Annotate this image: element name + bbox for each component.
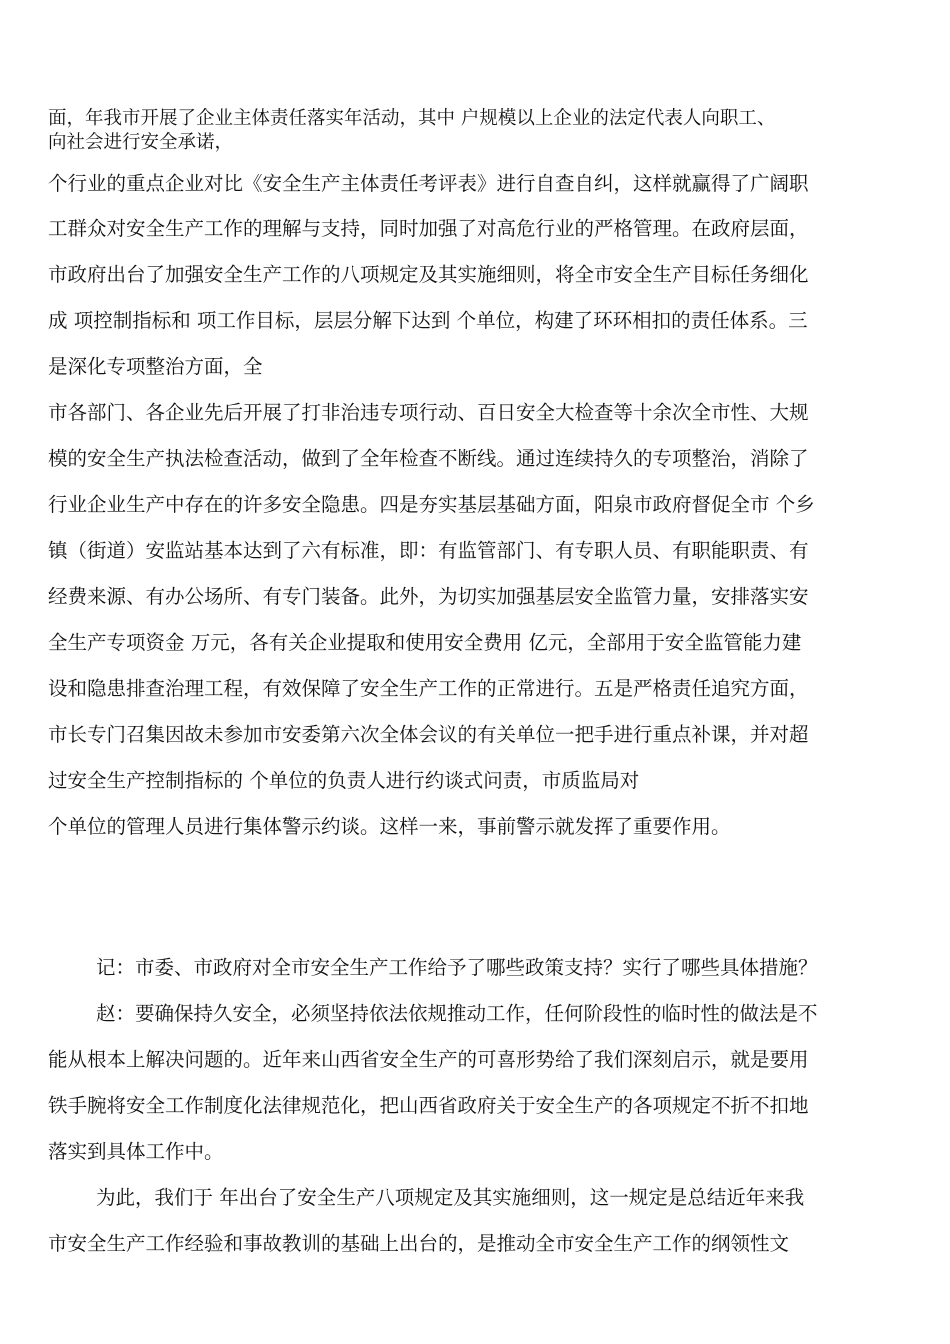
text-line: 成 项控制指标和 项工作目标，层层分解下达到 个单位，构建了环环相扣的责任体系。三	[48, 309, 808, 332]
interview-question: 记：市委、市政府对全市安全生产工作给予了哪些政策支持？实行了哪些具体措施？	[96, 956, 818, 979]
text-line: 为此，我们于 年出台了安全生产八项规定及其实施细则，这一规定是总结近年来我	[96, 1186, 805, 1209]
text-line: 市各部门、各企业先后开展了打非治违专项行动、百日安全大检查等十余次全市性、大规	[48, 401, 809, 424]
text-line: 能从根本上解决问题的。近年来山西省安全生产的可喜形势给了我们深刻启示，就是要用	[48, 1048, 809, 1071]
text-line: 全生产专项资金 万元，各有关企业提取和使用安全费用 亿元，全部用于安全监管能力建	[48, 631, 802, 654]
text-line: 模的安全生产执法检查活动，做到了全年检查不断线。通过连续持久的专项整治，消除了	[48, 447, 809, 470]
text-line: 市长专门召集因故未参加市安委第六次全体会议的有关单位一把手进行重点补课，并对超	[48, 723, 809, 746]
text-line: 个行业的重点企业对比《安全生产主体责任考评表》进行自查自纠，这样就赢得了广阔职	[48, 172, 809, 195]
text-line: 赵：要确保持久安全，必须坚持依法依规推动工作，任何阶段性的临时性的做法是不	[96, 1002, 818, 1025]
text-line: 是深化专项整治方面，全	[48, 355, 263, 378]
text-line: 行业企业生产中存在的许多安全隐患。四是夯实基层基础方面，阳泉市政府督促全市 个乡	[48, 493, 815, 516]
text-line: 镇（街道）安监站基本达到了六有标准，即：有监管部门、有专职人员、有职能职责、有	[48, 539, 809, 562]
text-line: 铁手腕将安全工作制度化法律规范化，把山西省政府关于安全生产的各项规定不折不扣地	[48, 1094, 809, 1117]
text-line: 过安全生产控制指标的 个单位的负责人进行约谈式问责，市质监局对	[48, 769, 640, 792]
text-line: 落实到具体工作中。	[48, 1140, 224, 1163]
text-line: 市政府出台了加强安全生产工作的八项规定及其实施细则，将全市安全生产目标任务细化	[48, 263, 809, 286]
text-line: 设和隐患排查治理工程，有效保障了安全生产工作的正常进行。五是严格责任追究方面，	[48, 677, 809, 700]
text-line: 经费来源、有办公场所、有专门装备。此外，为切实加强基层安全监管力量，安排落实安	[48, 585, 809, 608]
text-line: 市安全生产工作经验和事故教训的基础上出台的，是推动全市安全生产工作的纲领性文	[48, 1232, 790, 1255]
text-line: 向社会进行安全承诺，	[48, 132, 234, 153]
text-line: 面，年我市开展了企业主体责任落实年活动，其中 户规模以上企业的法定代表人向职工、	[48, 108, 776, 129]
text-line: 个单位的管理人员进行集体警示约谈。这样一来，事前警示就发挥了重要作用。	[48, 815, 731, 838]
text-line: 工群众对安全生产工作的理解与支持，同时加强了对高危行业的严格管理。在政府层面，	[48, 217, 809, 240]
